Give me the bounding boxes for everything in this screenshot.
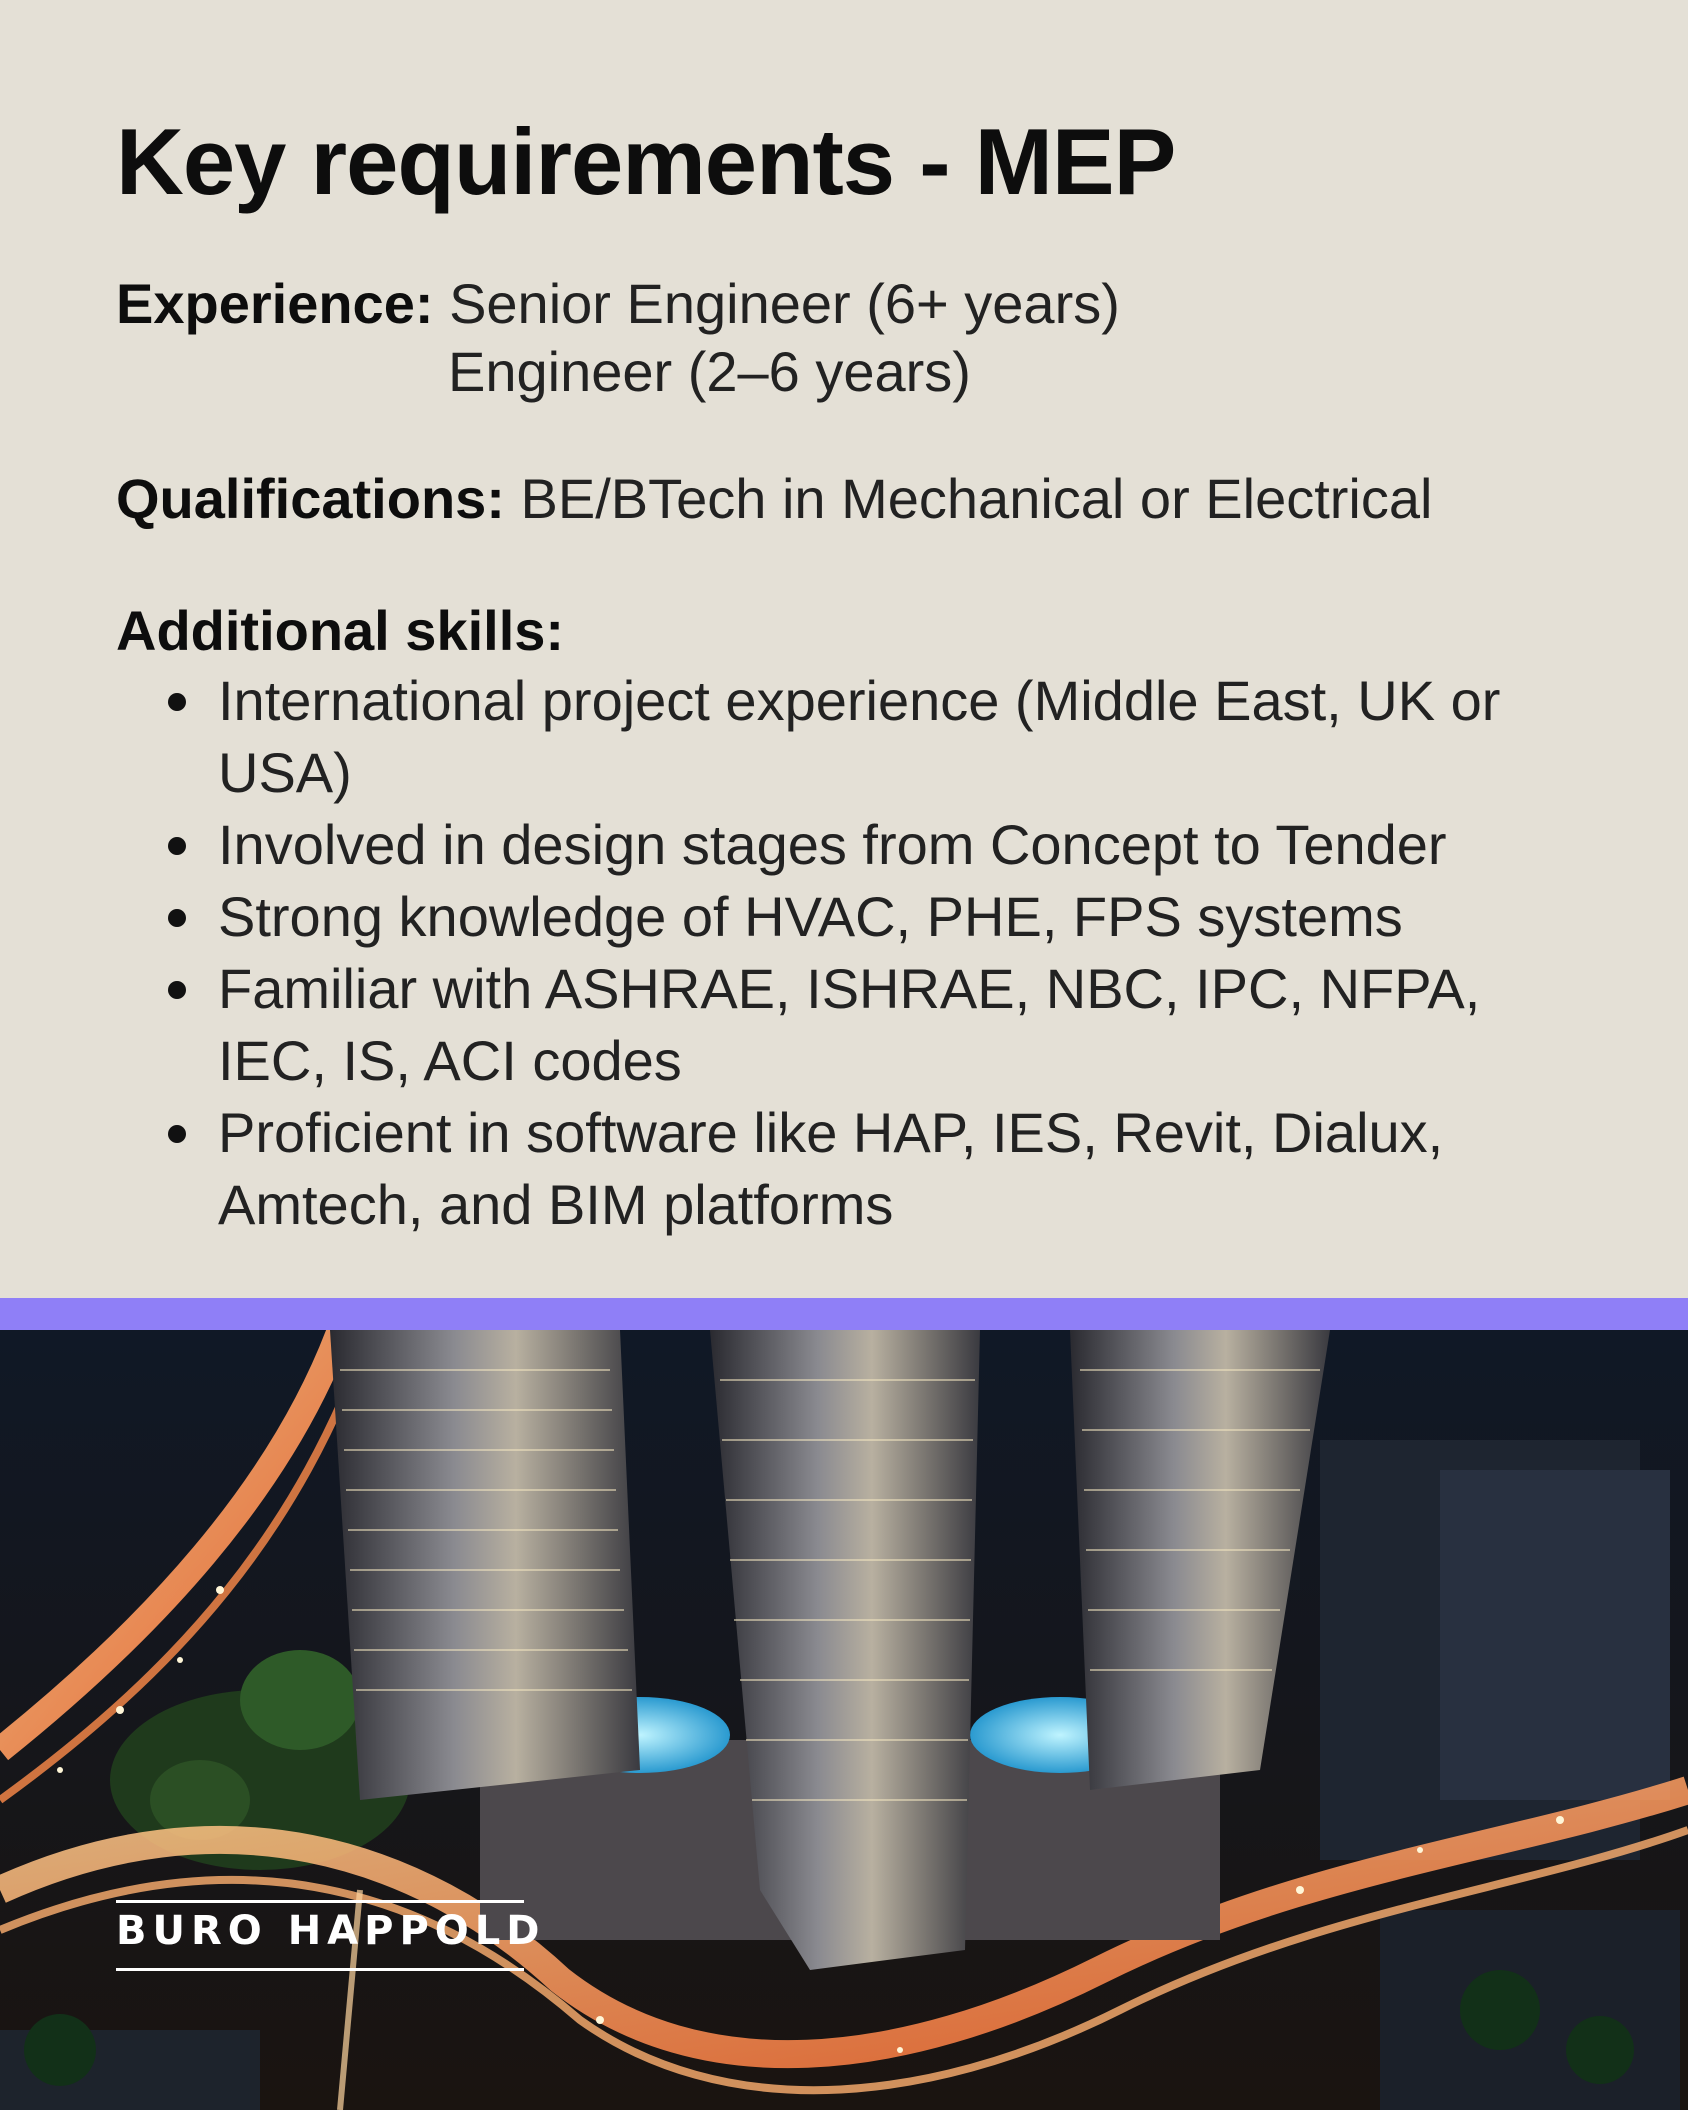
qualifications-row	[116, 465, 1432, 533]
skill-text: International project experience (Middle East, UK or USA)	[218, 669, 1501, 804]
page-title: Key requirements - MEP	[116, 109, 1176, 214]
experience-senior: Senior Engineer (6+ years)	[449, 272, 1120, 335]
bullet-icon	[168, 1125, 186, 1143]
list-item	[160, 665, 1600, 809]
experience-row	[116, 270, 1120, 338]
skill-text: Strong knowledge of HVAC, PHE, FPS systems	[218, 885, 1403, 948]
bullet-icon	[168, 693, 186, 711]
skill-text: Involved in design stages from Concept to Tender	[218, 813, 1447, 876]
skills-list	[160, 665, 1600, 1241]
skill-text: Proficient in software like HAP, IES, Revit, Dialux, Amtech, and BIM platforms	[218, 1101, 1444, 1236]
list-item	[160, 953, 1600, 1097]
bullet-icon	[168, 909, 186, 927]
qualifications-value: BE/BTech in Mechanical or Electrical	[520, 467, 1433, 530]
skill-text: Familiar with ASHRAE, ISHRAE, NBC, IPC, NFPA, IEC, IS, ACI codes	[218, 957, 1481, 1092]
bullet-icon	[168, 837, 186, 855]
logo-top-rule	[116, 1900, 524, 1903]
logo-bottom-rule	[116, 1968, 524, 1971]
city-illustration	[0, 1330, 1688, 2110]
accent-divider	[0, 1298, 1688, 1330]
experience-engineer: Engineer (2–6 years)	[448, 340, 971, 403]
tower-night-photo	[0, 1330, 1688, 2110]
qualifications-label: Qualifications:	[116, 467, 505, 530]
list-item	[160, 881, 1600, 953]
buro-happold-logo: BURO HAPPOLD	[116, 1908, 546, 1954]
experience-label: Experience:	[116, 272, 434, 335]
bullet-icon	[168, 981, 186, 999]
list-item	[160, 809, 1600, 881]
skills-label: Additional skills:	[116, 599, 565, 662]
list-item	[160, 1097, 1600, 1241]
